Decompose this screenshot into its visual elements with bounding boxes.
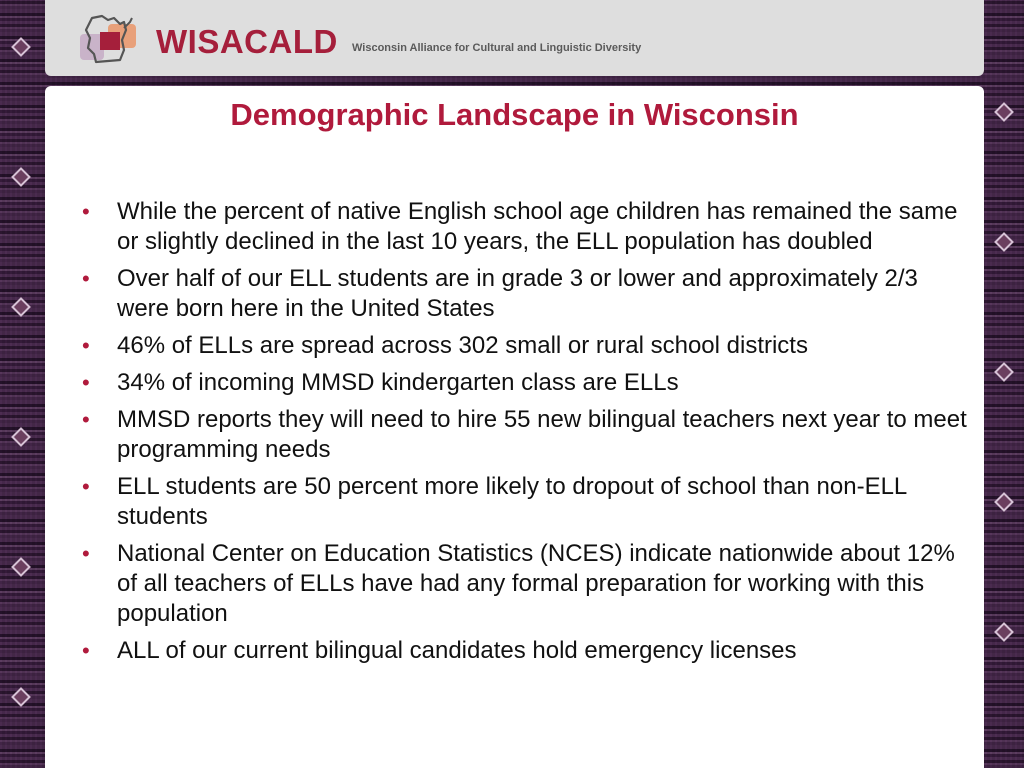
bullet-marker: •: [82, 474, 90, 499]
list-item-text: National Center on Education Statistics (NCES) indicate nationwide about 12% of all teachers of ELLs have had any formal preparation for working with this population: [117, 540, 955, 627]
bullet-marker: •: [82, 407, 90, 432]
list-item-text: ALL of our current bilingual candidates hold emergency licenses: [117, 637, 797, 664]
list-item: [78, 405, 968, 465]
bullet-marker: •: [82, 199, 90, 224]
list-item-text: While the percent of native English school age children has remained the same or slightly declined in the last 10 years, the ELL population has doubled: [117, 198, 958, 255]
list-item-text: MMSD reports they will need to hire 55 new bilingual teachers next year to meet programming needs: [117, 406, 967, 463]
list-item: [78, 331, 968, 361]
bullet-marker: •: [82, 541, 90, 566]
border-motif: [11, 557, 31, 577]
border-motif: [994, 622, 1014, 642]
list-item-text: ELL students are 50 percent more likely to dropout of school than non-ELL students: [117, 473, 907, 530]
bullet-list: [78, 197, 968, 673]
border-motif: [11, 297, 31, 317]
page-title: Demographic Landscape in Wisconsin: [230, 97, 799, 132]
border-motif: [994, 102, 1014, 122]
slide-panel: [45, 86, 984, 768]
bullet-marker: •: [82, 333, 90, 358]
list-item-text: 46% of ELLs are spread across 302 small or rural school districts: [117, 332, 808, 359]
bullet-marker: •: [82, 370, 90, 395]
org-name: WISACALD: [156, 23, 338, 60]
border-motif: [11, 37, 31, 57]
bullet-marker: •: [82, 638, 90, 663]
border-motif: [994, 362, 1014, 382]
bullet-marker: •: [82, 266, 90, 291]
border-motif: [11, 167, 31, 187]
list-item: [78, 539, 968, 629]
wisconsin-map-icon: [78, 10, 144, 68]
list-item: [78, 368, 968, 398]
list-item: [78, 264, 968, 324]
list-item: [78, 636, 968, 666]
list-item-text: Over half of our ELL students are in grade 3 or lower and approximately 2/3 were born here in the United States: [117, 265, 918, 322]
border-motif: [11, 427, 31, 447]
org-tagline: Wisconsin Alliance for Cultural and Linguistic Diversity: [352, 42, 642, 54]
list-item: [78, 472, 968, 532]
border-motif: [11, 687, 31, 707]
list-item-text: 34% of incoming MMSD kindergarten class are ELLs: [117, 369, 679, 396]
border-motif: [994, 232, 1014, 252]
list-item: [78, 197, 968, 257]
border-motif: [994, 492, 1014, 512]
